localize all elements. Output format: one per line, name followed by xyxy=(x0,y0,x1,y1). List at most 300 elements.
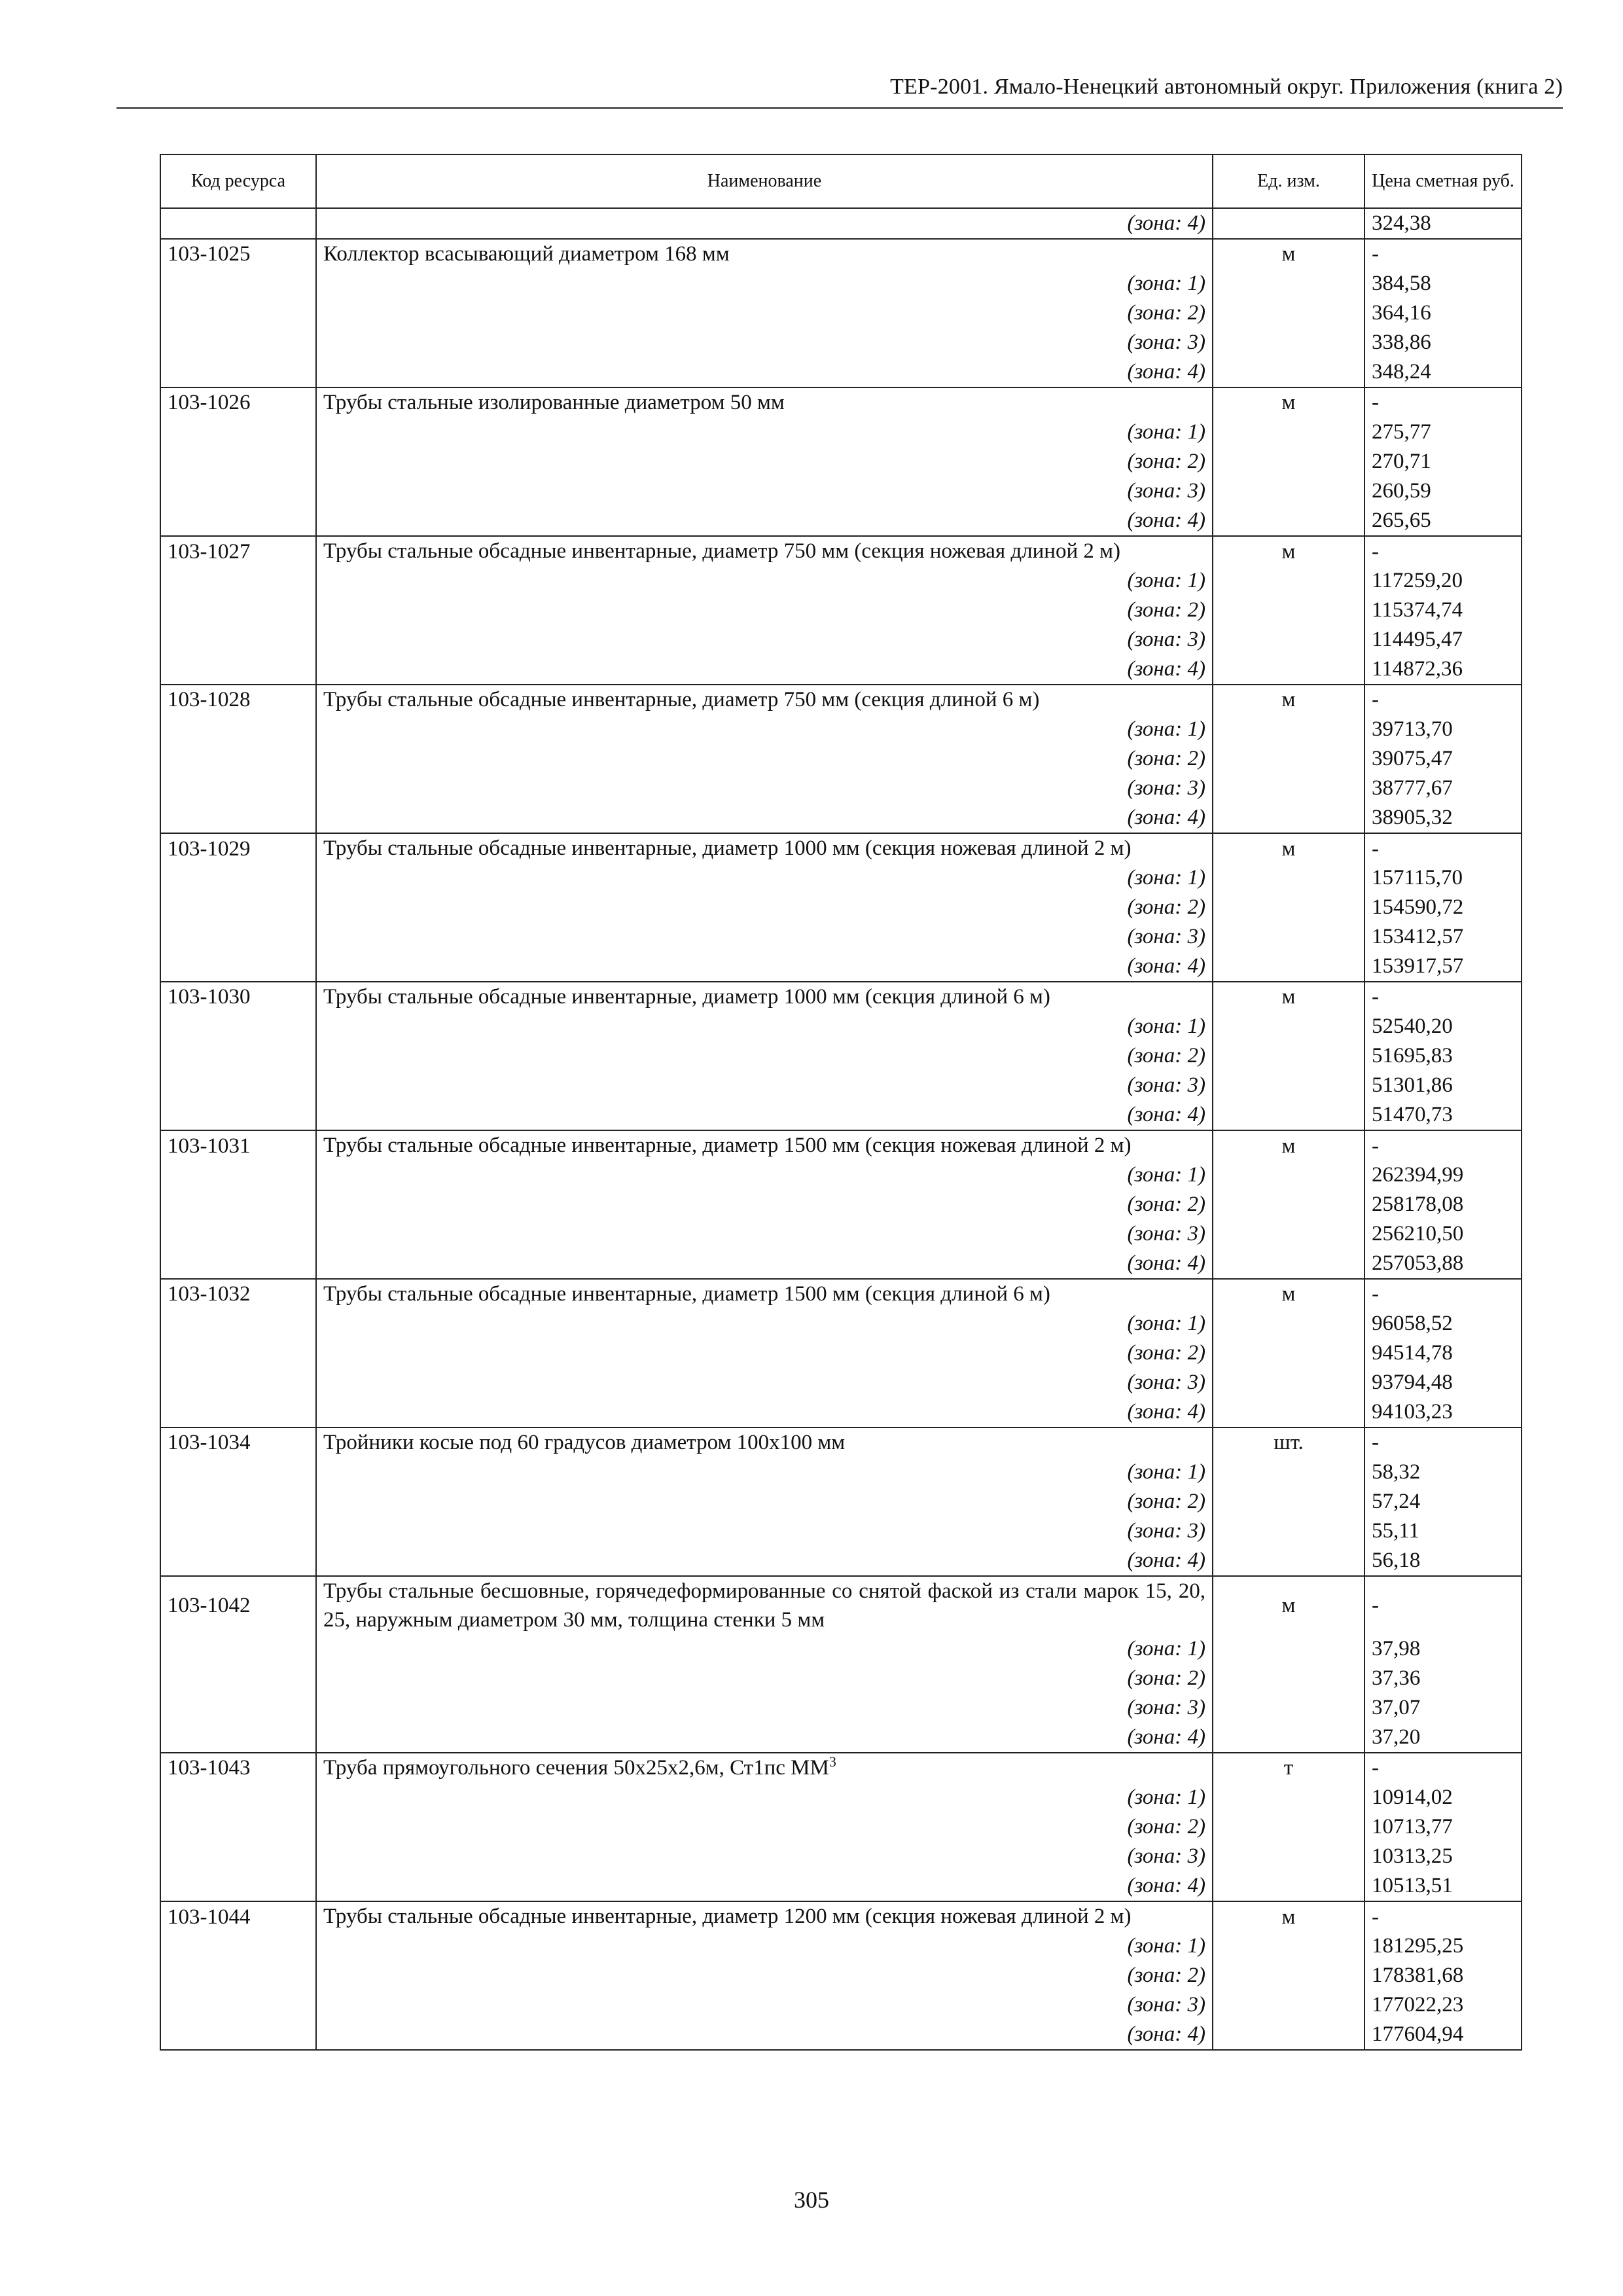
code-cell xyxy=(160,625,316,655)
zone-price: 348,24 xyxy=(1364,357,1522,387)
zone-row xyxy=(160,952,1522,982)
zone-price: 265,65 xyxy=(1364,506,1522,536)
code-cell xyxy=(160,1071,316,1100)
code-cell xyxy=(160,1961,316,1990)
zone-label: (зона: 2) xyxy=(316,1041,1213,1071)
resource-name-text: Тройники косые под 60 градусов диаметром 100х100 мм xyxy=(323,1431,846,1454)
unit-cell xyxy=(1213,744,1364,774)
zone-price: 38905,32 xyxy=(1364,803,1522,833)
code-cell xyxy=(160,506,316,536)
resource-name-text: Трубы стальные обсадные инвентарные, диаметр 1000 мм (секция длиной 6 м) xyxy=(323,985,1050,1009)
resource-unit: м xyxy=(1213,833,1364,863)
resource-unit: м xyxy=(1213,982,1364,1012)
zone-price: 10313,25 xyxy=(1364,1842,1522,1871)
code-cell xyxy=(160,269,316,298)
code-cell xyxy=(160,803,316,833)
unit-cell xyxy=(1213,357,1364,387)
zone-row xyxy=(160,1871,1522,1901)
resource-row xyxy=(160,982,1522,1012)
zone-row xyxy=(160,1219,1522,1249)
unit-cell xyxy=(1213,1812,1364,1842)
unit-cell xyxy=(1213,1160,1364,1190)
zone-price: 177022,23 xyxy=(1364,1990,1522,2020)
unit-cell xyxy=(1213,1961,1364,1990)
zone-label: (зона: 1) xyxy=(316,566,1213,596)
resource-name xyxy=(316,1427,1213,1458)
resource-code: 103-1028 xyxy=(160,685,316,715)
unit-cell xyxy=(1213,506,1364,536)
zone-row xyxy=(160,476,1522,506)
code-cell xyxy=(160,1487,316,1516)
zone-row xyxy=(160,1012,1522,1041)
zone-price: 96058,52 xyxy=(1364,1309,1522,1338)
zone-price: 338,86 xyxy=(1364,328,1522,357)
code-cell xyxy=(160,1160,316,1190)
zone-price: 51695,83 xyxy=(1364,1041,1522,1071)
unit-cell xyxy=(1213,863,1364,893)
unit-cell xyxy=(1213,1783,1364,1812)
zone-label: (зона: 2) xyxy=(316,1338,1213,1368)
code-cell xyxy=(160,1871,316,1901)
zone-row xyxy=(160,1071,1522,1100)
resource-price: - xyxy=(1364,685,1522,715)
resource-name-superscript: 3 xyxy=(829,1753,836,1770)
resource-unit: м xyxy=(1213,1279,1364,1309)
zone-label: (зона: 4) xyxy=(316,1723,1213,1753)
zone-row xyxy=(160,1397,1522,1427)
zone-row xyxy=(160,744,1522,774)
code-cell xyxy=(160,1249,316,1279)
unit-cell xyxy=(1213,1664,1364,1693)
unit-cell xyxy=(1213,1842,1364,1871)
zone-row xyxy=(160,715,1522,744)
code-cell xyxy=(160,1100,316,1130)
code-cell xyxy=(160,1931,316,1961)
unit-cell xyxy=(1213,922,1364,952)
zone-label: (зона: 4) xyxy=(316,2020,1213,2050)
resource-code: 103-1034 xyxy=(160,1427,316,1458)
code-cell xyxy=(160,1041,316,1071)
zone-label: (зона: 1) xyxy=(316,1458,1213,1487)
zone-label: (зона: 2) xyxy=(316,1664,1213,1693)
zone-row xyxy=(160,1041,1522,1071)
zone-label: (зона: 4) xyxy=(316,1546,1213,1576)
unit-cell xyxy=(1213,1723,1364,1753)
zone-label: (зона: 3) xyxy=(316,1219,1213,1249)
code-cell xyxy=(160,596,316,625)
code-cell xyxy=(160,715,316,744)
zone-label: (зона: 4) xyxy=(316,1249,1213,1279)
resource-code: 103-1026 xyxy=(160,387,316,418)
zone-row xyxy=(160,447,1522,476)
resource-name xyxy=(316,1576,1213,1634)
zone-row xyxy=(160,1160,1522,1190)
resource-unit: м xyxy=(1213,536,1364,566)
resource-name xyxy=(316,536,1213,566)
unit-cell xyxy=(1213,1249,1364,1279)
unit-cell xyxy=(1213,447,1364,476)
document-title: ТЕР-2001. Ямало-Ненецкий автономный округ. Приложения (книга 2) xyxy=(890,75,1563,99)
zone-row xyxy=(160,1783,1522,1812)
zone-row xyxy=(160,1338,1522,1368)
zone-label: (зона: 1) xyxy=(316,863,1213,893)
code-cell xyxy=(160,447,316,476)
resource-name xyxy=(316,685,1213,715)
zone-price: 153412,57 xyxy=(1364,922,1522,952)
code-cell xyxy=(160,952,316,982)
code-cell xyxy=(160,1190,316,1219)
zone-row xyxy=(160,566,1522,596)
zone-label: (зона: 1) xyxy=(316,269,1213,298)
zone-label: (зона: 4) xyxy=(316,506,1213,536)
zone-label: (зона: 4) xyxy=(316,1100,1213,1130)
zone-price: 364,16 xyxy=(1364,298,1522,328)
zone-row xyxy=(160,1368,1522,1397)
zone-label: (зона: 3) xyxy=(316,1693,1213,1723)
resource-row xyxy=(160,1576,1522,1634)
unit-cell xyxy=(1213,715,1364,744)
unit-cell xyxy=(1213,803,1364,833)
resource-unit: м xyxy=(1213,685,1364,715)
resource-name-text: Трубы стальные бесшовные, горячедеформированные со снятой фаской из стали марок 15, 20, 25, наружным диаметром 30 мм, толщина стенки 5 мм xyxy=(323,1579,1205,1632)
resource-code: 103-1044 xyxy=(160,1901,316,1931)
unit-cell xyxy=(1213,418,1364,447)
zone-price: 93794,48 xyxy=(1364,1368,1522,1397)
unit-cell xyxy=(1213,1190,1364,1219)
resource-price: - xyxy=(1364,1576,1522,1634)
zone-label: (зона: 2) xyxy=(316,1812,1213,1842)
resource-name xyxy=(316,1279,1213,1309)
code-cell xyxy=(160,1516,316,1546)
zone-row xyxy=(160,1487,1522,1516)
zone-price: 10914,02 xyxy=(1364,1783,1522,1812)
resource-price-table xyxy=(160,154,1522,2051)
resource-code: 103-1025 xyxy=(160,239,316,269)
zone-price: 10513,51 xyxy=(1364,1871,1522,1901)
unit-cell xyxy=(1213,1219,1364,1249)
zone-label: (зона: 3) xyxy=(316,1990,1213,2020)
zone-row xyxy=(160,922,1522,952)
unit-cell xyxy=(1213,655,1364,685)
zone-row xyxy=(160,328,1522,357)
resource-name xyxy=(316,239,1213,269)
unit-cell xyxy=(1213,1693,1364,1723)
zone-price: 114872,36 xyxy=(1364,655,1522,685)
zone-price: 181295,25 xyxy=(1364,1931,1522,1961)
zone-price: 157115,70 xyxy=(1364,863,1522,893)
zone-row xyxy=(160,506,1522,536)
zone-label: (зона: 2) xyxy=(316,1487,1213,1516)
zone-price: 177604,94 xyxy=(1364,2020,1522,2050)
unit-cell xyxy=(1213,1516,1364,1546)
unit-cell xyxy=(1213,476,1364,506)
zone-price: 262394,99 xyxy=(1364,1160,1522,1190)
unit-cell xyxy=(1213,1871,1364,1901)
unit-cell xyxy=(1213,1041,1364,1071)
zone-label: (зона: 2) xyxy=(316,1190,1213,1219)
zone-row xyxy=(160,298,1522,328)
zone-label: (зона: 1) xyxy=(316,418,1213,447)
code-cell xyxy=(160,208,316,239)
resource-name xyxy=(316,1753,1213,1783)
zone-price: 114495,47 xyxy=(1364,625,1522,655)
zone-price: 256210,50 xyxy=(1364,1219,1522,1249)
zone-price: 39713,70 xyxy=(1364,715,1522,744)
resource-price: - xyxy=(1364,1901,1522,1931)
resource-unit: т xyxy=(1213,1753,1364,1783)
unit-cell xyxy=(1213,208,1364,239)
zone-price: 94103,23 xyxy=(1364,1397,1522,1427)
code-cell xyxy=(160,893,316,922)
resource-name-text: Трубы стальные обсадные инвентарные, диаметр 1500 мм (секция ножевая длиной 2 м) xyxy=(323,1134,1132,1157)
zone-row xyxy=(160,1931,1522,1961)
zone-price: 270,71 xyxy=(1364,447,1522,476)
zone-price: 153917,57 xyxy=(1364,952,1522,982)
unit-cell xyxy=(1213,1487,1364,1516)
zone-row xyxy=(160,269,1522,298)
zone-label: (зона: 1) xyxy=(316,1634,1213,1664)
resource-name-text: Трубы стальные обсадные инвентарные, диаметр 1500 мм (секция длиной 6 м) xyxy=(323,1282,1050,1306)
zone-label: (зона: 4) xyxy=(316,952,1213,982)
zone-row xyxy=(160,1516,1522,1546)
unit-cell xyxy=(1213,328,1364,357)
resource-price: - xyxy=(1364,1130,1522,1160)
code-cell xyxy=(160,1634,316,1664)
zone-price: 324,38 xyxy=(1364,208,1522,239)
zone-label: (зона: 2) xyxy=(316,596,1213,625)
zone-price: 57,24 xyxy=(1364,1487,1522,1516)
zone-label: (зона: 1) xyxy=(316,715,1213,744)
zone-label: (зона: 3) xyxy=(316,476,1213,506)
unit-cell xyxy=(1213,1990,1364,2020)
resource-row xyxy=(160,1427,1522,1458)
resource-unit: м xyxy=(1213,387,1364,418)
zone-label: (зона: 3) xyxy=(316,625,1213,655)
zone-price: 55,11 xyxy=(1364,1516,1522,1546)
code-cell xyxy=(160,774,316,803)
zone-label: (зона: 4) xyxy=(316,655,1213,685)
zone-label: (зона: 3) xyxy=(316,1842,1213,1871)
resource-row xyxy=(160,536,1522,566)
zone-row xyxy=(160,1100,1522,1130)
code-cell xyxy=(160,922,316,952)
zone-row xyxy=(160,1458,1522,1487)
resource-unit: м xyxy=(1213,1901,1364,1931)
resource-name-text: Труба прямоугольного сечения 50х25х2,6м, Ст1пс ММ xyxy=(323,1756,829,1780)
zone-row xyxy=(160,863,1522,893)
unit-cell xyxy=(1213,298,1364,328)
zone-row xyxy=(160,1309,1522,1338)
zone-label: (зона: 1) xyxy=(316,1931,1213,1961)
resource-price: - xyxy=(1364,1753,1522,1783)
resource-row xyxy=(160,387,1522,418)
resource-name-text: Трубы стальные обсадные инвентарные, диаметр 1000 мм (секция ножевая длиной 2 м) xyxy=(323,836,1132,860)
unit-cell xyxy=(1213,893,1364,922)
unit-cell xyxy=(1213,774,1364,803)
resource-code: 103-1043 xyxy=(160,1753,316,1783)
resource-name-text: Трубы стальные обсадные инвентарные, диаметр 1200 мм (секция ножевая длиной 2 м) xyxy=(323,1905,1132,1928)
code-cell xyxy=(160,1012,316,1041)
code-cell xyxy=(160,1309,316,1338)
resource-row xyxy=(160,1901,1522,1931)
column-header-name: Наименование xyxy=(316,154,1213,208)
code-cell xyxy=(160,566,316,596)
zone-row xyxy=(160,655,1522,685)
unit-cell xyxy=(1213,952,1364,982)
resource-code: 103-1031 xyxy=(160,1130,316,1160)
zone-label: (зона: 2) xyxy=(316,298,1213,328)
resource-name xyxy=(316,1901,1213,1931)
column-header-price: Цена сметная руб. xyxy=(1364,154,1522,208)
zone-price: 275,77 xyxy=(1364,418,1522,447)
code-cell xyxy=(160,1338,316,1368)
unit-cell xyxy=(1213,2020,1364,2050)
resource-row xyxy=(160,1130,1522,1160)
resource-unit: м xyxy=(1213,1130,1364,1160)
code-cell xyxy=(160,1219,316,1249)
resource-name xyxy=(316,1130,1213,1160)
carry-over-row xyxy=(160,208,1522,239)
unit-cell xyxy=(1213,1071,1364,1100)
zone-label: (зона: 1) xyxy=(316,1783,1213,1812)
zone-label: (зона: 3) xyxy=(316,1368,1213,1397)
zone-price: 56,18 xyxy=(1364,1546,1522,1576)
resource-name xyxy=(316,387,1213,418)
zone-price: 51470,73 xyxy=(1364,1100,1522,1130)
code-cell xyxy=(160,744,316,774)
code-cell xyxy=(160,1368,316,1397)
unit-cell xyxy=(1213,1309,1364,1338)
unit-cell xyxy=(1213,1546,1364,1576)
unit-cell xyxy=(1213,269,1364,298)
unit-cell xyxy=(1213,1100,1364,1130)
resource-row xyxy=(160,239,1522,269)
code-cell xyxy=(160,1783,316,1812)
page-header xyxy=(116,72,1563,109)
zone-row xyxy=(160,1664,1522,1693)
zone-row xyxy=(160,803,1522,833)
unit-cell xyxy=(1213,1458,1364,1487)
zone-label: (зона: 3) xyxy=(316,922,1213,952)
column-header-code: Код ресурса xyxy=(160,154,316,208)
code-cell xyxy=(160,298,316,328)
resource-code: 103-1032 xyxy=(160,1279,316,1309)
zone-row xyxy=(160,357,1522,387)
zone-label: (зона: 4) xyxy=(316,1397,1213,1427)
zone-price: 260,59 xyxy=(1364,476,1522,506)
resource-price: - xyxy=(1364,387,1522,418)
resource-code: 103-1027 xyxy=(160,536,316,566)
zone-label: (зона: 2) xyxy=(316,1961,1213,1990)
code-cell xyxy=(160,328,316,357)
code-cell xyxy=(160,1664,316,1693)
zone-label: (зона: 1) xyxy=(316,1012,1213,1041)
code-cell xyxy=(160,357,316,387)
zone-label: (зона: 4) xyxy=(316,803,1213,833)
unit-cell xyxy=(1213,1634,1364,1664)
zone-price: 37,98 xyxy=(1364,1634,1522,1664)
unit-cell xyxy=(1213,1338,1364,1368)
unit-cell xyxy=(1213,596,1364,625)
zone-row xyxy=(160,418,1522,447)
unit-cell xyxy=(1213,1368,1364,1397)
zone-row xyxy=(160,596,1522,625)
zone-label: (зона: 3) xyxy=(316,774,1213,803)
zone-price: 178381,68 xyxy=(1364,1961,1522,1990)
resource-code: 103-1029 xyxy=(160,833,316,863)
zone-label: (зона: 3) xyxy=(316,1516,1213,1546)
resource-price: - xyxy=(1364,1279,1522,1309)
zone-label: (зона: 4) xyxy=(316,357,1213,387)
zone-row xyxy=(160,1990,1522,2020)
zone-row xyxy=(160,625,1522,655)
zone-label: (зона: 1) xyxy=(316,1309,1213,1338)
zone-row xyxy=(160,1961,1522,1990)
zone-price: 37,20 xyxy=(1364,1723,1522,1753)
zone-price: 115374,74 xyxy=(1364,596,1522,625)
zone-price: 37,36 xyxy=(1364,1664,1522,1693)
resource-name xyxy=(316,982,1213,1012)
code-cell xyxy=(160,476,316,506)
unit-cell xyxy=(1213,1931,1364,1961)
zone-label: (зона: 4) xyxy=(316,208,1213,239)
resource-unit: шт. xyxy=(1213,1427,1364,1458)
resource-name-text: Коллектор всасывающий диаметром 168 мм xyxy=(323,242,730,266)
zone-row xyxy=(160,1842,1522,1871)
resource-price: - xyxy=(1364,1427,1522,1458)
resource-row xyxy=(160,1753,1522,1783)
code-cell xyxy=(160,1693,316,1723)
resource-row xyxy=(160,1279,1522,1309)
zone-label: (зона: 1) xyxy=(316,1160,1213,1190)
table-body xyxy=(160,208,1522,2050)
resource-name-text: Трубы стальные обсадные инвентарные, диаметр 750 мм (секция ножевая длиной 2 м) xyxy=(323,539,1120,563)
zone-price: 52540,20 xyxy=(1364,1012,1522,1041)
zone-price: 39075,47 xyxy=(1364,744,1522,774)
code-cell xyxy=(160,1842,316,1871)
zone-row xyxy=(160,1546,1522,1576)
zone-label: (зона: 2) xyxy=(316,893,1213,922)
resource-price: - xyxy=(1364,982,1522,1012)
code-cell xyxy=(160,1458,316,1487)
zone-price: 51301,86 xyxy=(1364,1071,1522,1100)
unit-cell xyxy=(1213,1012,1364,1041)
code-cell xyxy=(160,1723,316,1753)
zone-price: 37,07 xyxy=(1364,1693,1522,1723)
zone-price: 117259,20 xyxy=(1364,566,1522,596)
zone-label: (зона: 3) xyxy=(316,1071,1213,1100)
zone-row xyxy=(160,1249,1522,1279)
code-cell xyxy=(160,863,316,893)
code-cell xyxy=(160,418,316,447)
table-header xyxy=(160,154,1522,208)
zone-price: 154590,72 xyxy=(1364,893,1522,922)
code-cell xyxy=(160,2020,316,2050)
zone-price: 94514,78 xyxy=(1364,1338,1522,1368)
column-header-unit: Ед. изм. xyxy=(1213,154,1364,208)
resource-unit: м xyxy=(1213,1576,1364,1634)
code-cell xyxy=(160,1397,316,1427)
zone-row xyxy=(160,1812,1522,1842)
resource-code: 103-1042 xyxy=(160,1576,316,1634)
zone-row xyxy=(160,1693,1522,1723)
zone-label: (зона: 3) xyxy=(316,328,1213,357)
zone-row xyxy=(160,1634,1522,1664)
page-number: 305 xyxy=(794,2187,829,2213)
resource-price: - xyxy=(1364,536,1522,566)
resource-price: - xyxy=(1364,239,1522,269)
resource-price: - xyxy=(1364,833,1522,863)
